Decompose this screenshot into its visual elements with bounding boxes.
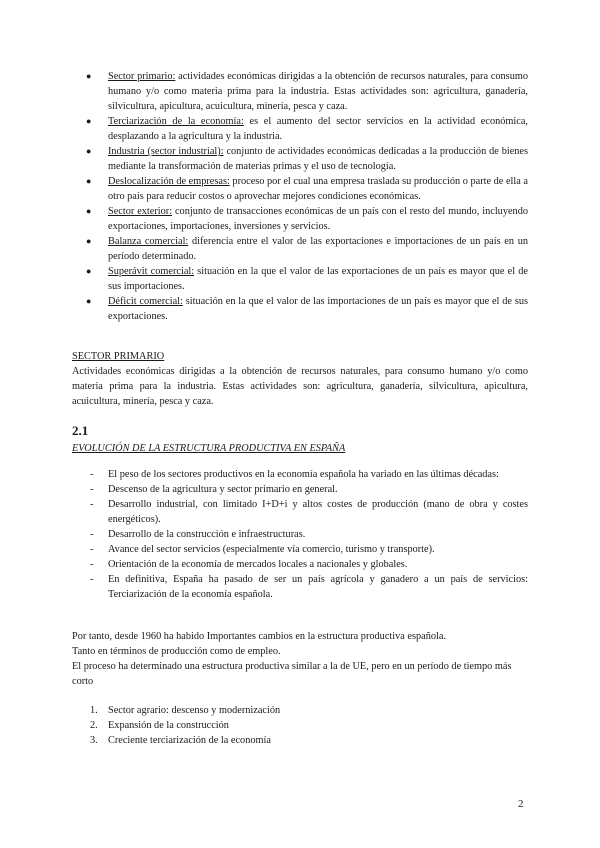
- dash-icon: -: [90, 574, 94, 585]
- list-item-text: Desarrollo de la construcción e infraestructuras.: [108, 529, 306, 540]
- list-item-text: Descenso de la agricultura y sector primario en general.: [108, 484, 338, 495]
- list-number: 1.: [90, 705, 98, 716]
- list-item: [90, 572, 528, 602]
- list-item: [90, 482, 528, 497]
- list-item-text: Creciente terciarización de la economía: [108, 735, 271, 746]
- dash-icon: -: [90, 544, 94, 555]
- definition-text: conjunto de transacciones económicas de un país con el resto del mundo, incluyendo exportaciones, importaciones, inversiones y servicios.: [108, 206, 528, 232]
- paragraph: Por tanto, desde 1960 ha habido Importantes cambios en la estructura productiva española.: [72, 631, 447, 642]
- list-item-text: El peso de los sectores productivos en la economía española ha variado en las últimas décadas:: [108, 469, 499, 480]
- paragraph: Tanto en términos de producción como de empleo.: [72, 646, 281, 657]
- definition-term: Terciarización de la economía:: [108, 116, 244, 127]
- definition-text: actividades económicas dirigidas a la obtención de recursos naturales, para consumo humano y/o como materia prima para la industria. Estas actividades son: agricultura, ganadería, silvicultura, apicultura, acuicultura, minería, pesca y caza.: [108, 71, 528, 112]
- list-number: 2.: [90, 720, 98, 731]
- list-item: [86, 114, 528, 144]
- dash-icon: -: [90, 484, 94, 495]
- bullet-icon: ●: [86, 146, 92, 156]
- sector-primario-paragraph: Actividades económicas dirigidas a la obtención de recursos naturales, para consumo humano y/o como materia prima para la industria. Estas actividades son: agricultura, ganadería, silvicultura, apicultura, acuicultura, minería, pesca y caza.: [72, 366, 528, 407]
- list-item: [86, 264, 528, 294]
- list-item: [86, 144, 528, 174]
- dash-icon: -: [90, 529, 94, 540]
- bullet-icon: ●: [86, 176, 92, 186]
- definitions-list: [86, 69, 528, 324]
- list-item: [86, 69, 528, 114]
- definition-text: es el aumento del sector servicios en la actividad económica, desplazando a la agricultura y la industria.: [108, 116, 528, 142]
- definition-term: Sector primario:: [108, 71, 176, 82]
- list-item-text: Sector agrario: descenso y modernización: [108, 705, 281, 716]
- summary-paragraphs: [72, 629, 528, 689]
- bullet-icon: ●: [86, 116, 92, 126]
- definition-text: conjunto de actividades económicas dedicadas a la producción de bienes mediante la transformación de materias primas y el uso de tecnología.: [108, 146, 529, 172]
- evolution-list: [90, 467, 528, 602]
- list-item-text: En definitiva, España ha pasado de ser un país agrícola y ganadero a un país de servicios: Terciarización de la economía española.: [108, 574, 528, 600]
- list-item-text: Expansión de la construcción: [108, 720, 229, 731]
- page-number: 2: [518, 798, 524, 810]
- list-item: [90, 467, 528, 482]
- list-item-text: Desarrollo industrial, con limitado I+D+i y altos costes de producción (mano de obra y costes energéticos).: [108, 499, 528, 525]
- definition-term: Sector exterior:: [108, 206, 173, 217]
- definition-text: proceso por el cual una empresa traslada su producción o parte de ella a otro país para reducir costos o aprovechar mejores condiciones económicas.: [108, 176, 528, 202]
- list-item: [90, 497, 528, 527]
- list-item: [90, 542, 528, 557]
- definition-text: situación en la que el valor de las importaciones de un país es mayor que el de sus exportaciones.: [108, 296, 528, 322]
- list-item-text: Orientación de la economía de mercados locales a nacionales y globales.: [108, 559, 408, 570]
- list-item: [90, 527, 528, 542]
- list-item: [90, 718, 528, 733]
- section-number: 2.1: [72, 423, 89, 438]
- list-item-text: Avance del sector servicios (especialmente vía comercio, turismo y transporte).: [108, 544, 435, 555]
- bullet-icon: ●: [86, 206, 92, 216]
- definition-term: Deslocalización de empresas:: [108, 176, 230, 187]
- dash-icon: -: [90, 469, 94, 480]
- numbered-list: [90, 703, 528, 748]
- list-item: [90, 733, 528, 748]
- definition-term: Déficit comercial:: [108, 296, 183, 307]
- section-heading-sector-primario: SECTOR PRIMARIO: [72, 351, 165, 362]
- paragraph: El proceso ha determinado una estructura productiva similar a la de UE, pero en un período de tiempo más corto: [72, 661, 512, 687]
- definition-text: situación en la que el valor de las exportaciones de un país es mayor que el de sus importaciones.: [108, 266, 528, 292]
- list-item: [86, 204, 528, 234]
- bullet-icon: ●: [86, 236, 92, 246]
- section-title: EVOLUCIÓN DE LA ESTRUCTURA PRODUCTIVA EN ESPAÑA: [72, 443, 346, 454]
- bullet-icon: ●: [86, 266, 92, 276]
- list-item: [90, 557, 528, 572]
- bullet-icon: ●: [86, 71, 92, 81]
- dash-icon: -: [90, 499, 94, 510]
- definition-text: diferencia entre el valor de las exportaciones e importaciones de un país en un período determinado.: [108, 236, 528, 262]
- definition-term: Industria (sector industrial):: [108, 146, 224, 157]
- bullet-icon: ●: [86, 296, 92, 306]
- list-item: [86, 294, 528, 324]
- list-item: [86, 174, 528, 204]
- list-number: 3.: [90, 735, 98, 746]
- dash-icon: -: [90, 559, 94, 570]
- definition-term: Balanza comercial:: [108, 236, 189, 247]
- list-item: [86, 234, 528, 264]
- list-item: [90, 703, 528, 718]
- definition-term: Superávit comercial:: [108, 266, 195, 277]
